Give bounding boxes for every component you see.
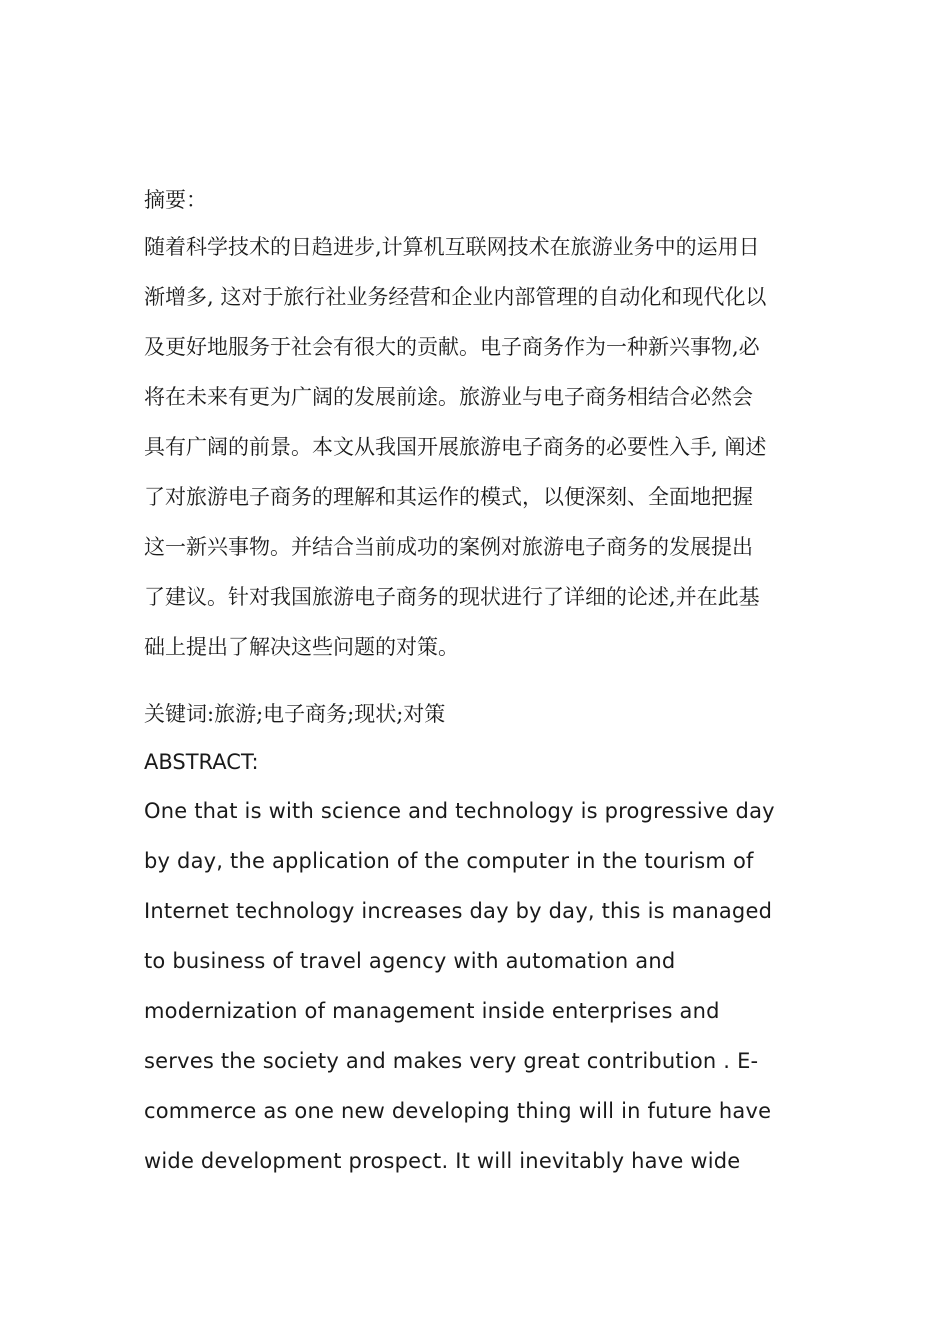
english-abstract-heading: ABSTRACT:	[144, 750, 259, 774]
chinese-abstract-line: 随着科学技术的日趋进步,计算机互联网技术在旅游业务中的运用日	[144, 235, 760, 259]
chinese-keywords: 关键词:旅游;电子商务;现状;对策	[144, 702, 446, 726]
english-abstract-body	[144, 786, 808, 1186]
document-content	[144, 178, 808, 1186]
chinese-abstract-body	[144, 222, 808, 672]
chinese-abstract-line: 这一新兴事物。并结合当前成功的案例对旅游电子商务的发展提出	[144, 535, 753, 559]
chinese-abstract-line: 础上提出了解决这些问题的对策。	[144, 635, 459, 659]
chinese-abstract-line: 了对旅游电子商务的理解和其运作的模式，以便深刻、全面地把握	[144, 485, 753, 509]
chinese-abstract-heading: 摘要：	[144, 188, 207, 212]
english-abstract-line: commerce as one new developing thing will in future have	[144, 1099, 772, 1123]
english-abstract-line: One that is with science and technology is progressive day	[144, 799, 775, 823]
chinese-abstract-line: 及更好地服务于社会有很大的贡献。电子商务作为一种新兴事物,必	[144, 335, 760, 359]
english-abstract-line: by day, the application of the computer in the tourism of	[144, 849, 754, 873]
english-abstract-line: wide development prospect. It will inevitably have wide	[144, 1149, 741, 1173]
english-abstract-line: serves the society and makes very great contribution . E-	[144, 1049, 759, 1073]
english-abstract-line: to business of travel agency with automation and	[144, 949, 676, 973]
chinese-abstract-line: 渐增多, 这对于旅行社业务经营和企业内部管理的自动化和现代化以	[144, 285, 767, 309]
english-abstract-line: Internet technology increases day by day, this is managed	[144, 899, 773, 923]
english-abstract-line: modernization of management inside enterprises and	[144, 999, 720, 1023]
chinese-abstract-line: 具有广阔的前景。本文从我国开展旅游电子商务的必要性入手, 阐述	[144, 435, 767, 459]
chinese-abstract-line: 了建议。针对我国旅游电子商务的现状进行了详细的论述,并在此基	[144, 585, 760, 609]
chinese-abstract-line: 将在未来有更为广阔的发展前途。旅游业与电子商务相结合必然会	[144, 385, 753, 409]
